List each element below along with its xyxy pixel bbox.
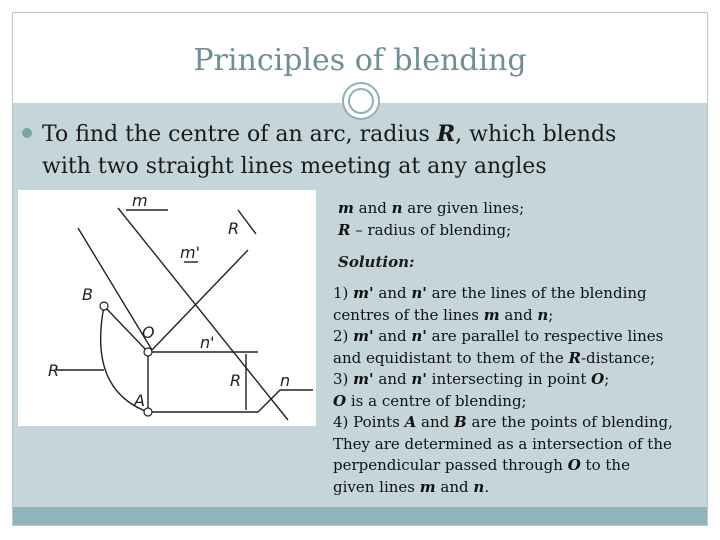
point-B xyxy=(100,302,108,310)
label-R-mid: R xyxy=(230,371,242,390)
label-O: O xyxy=(142,323,155,342)
step-line: given lines m and n. xyxy=(333,477,490,496)
step-line: 1) m' and n' are the lines of the blending xyxy=(333,284,647,302)
label-R-top: R xyxy=(228,219,240,238)
step-line: They are determined as a intersection of the xyxy=(333,434,672,453)
given-m: m xyxy=(338,199,354,217)
label-m-prime: m' xyxy=(180,243,200,262)
slide-title: Principles of blending xyxy=(193,43,527,78)
bullet-text xyxy=(22,118,682,183)
step-line: O is a centre of blending; xyxy=(333,391,527,410)
blending-diagram xyxy=(18,190,316,426)
line-n-tail xyxy=(258,390,280,412)
point-A xyxy=(144,408,152,416)
label-n-prime: n' xyxy=(200,333,215,352)
bullet-line2: with two straight lines meeting at any angles xyxy=(42,154,547,179)
given-n: n xyxy=(391,199,403,217)
bullet-tail: , which blends xyxy=(455,122,617,147)
label-R-left: R xyxy=(48,361,60,380)
step-line: perpendicular passed through O to the xyxy=(333,456,630,474)
step-line: and equidistant to them of the R-distance; xyxy=(333,348,656,367)
step-line: 3) m' and n' intersecting in point O; xyxy=(333,370,610,388)
line-m xyxy=(118,208,291,420)
solution-steps xyxy=(333,283,703,498)
step-line: 4) Points A and B are the points of blending, xyxy=(333,413,673,431)
r-dimension-top xyxy=(238,210,256,234)
given-and: and xyxy=(353,199,392,217)
given-line1-tail: are given lines; xyxy=(402,199,525,217)
diagram-svg xyxy=(18,190,316,426)
solution-label: Solution: xyxy=(338,253,415,271)
step-line: centres of the lines m and n; xyxy=(333,305,554,324)
label-n: n xyxy=(280,371,291,390)
bullet-lead: To find the centre of an arc, radius xyxy=(42,122,437,147)
step-line: 2) m' and n' are parallel to respective lines xyxy=(333,327,664,345)
given-line2-tail: – radius of blending; xyxy=(350,220,512,239)
bottom-bar xyxy=(13,507,707,525)
bullet-R: R xyxy=(436,121,456,147)
given-R: R xyxy=(338,220,351,239)
label-B: B xyxy=(82,285,93,304)
point-O xyxy=(144,348,152,356)
given-text xyxy=(338,198,698,241)
label-A: A xyxy=(134,391,145,410)
label-m: m xyxy=(132,191,148,210)
circle-ornament-icon xyxy=(342,82,380,120)
bullet-icon xyxy=(22,128,32,138)
